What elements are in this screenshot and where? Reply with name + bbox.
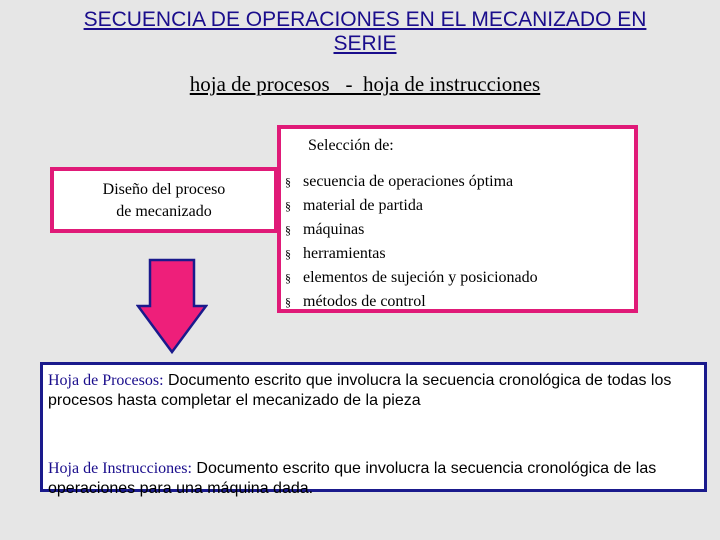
list-item: [285, 194, 538, 218]
list-item-label: herramientas: [303, 245, 386, 262]
list-item: [285, 218, 538, 242]
list-item-label: elementos de sujeción y posicionado: [303, 269, 538, 286]
slide-title: SECUENCIA DE OPERACIONES EN EL MECANIZADO EN SERIE: [83, 8, 647, 55]
selection-list: [285, 170, 538, 314]
bullet-icon: §: [285, 223, 291, 237]
list-item-label: máquinas: [303, 221, 365, 238]
list-item: [285, 170, 538, 194]
hoja-instrucciones-text: Documento escrito que involucra la secuencia cronológica de las operaciones para una máquina dada.: [48, 460, 657, 497]
hoja-procesos-term: Hoja de Procesos:: [48, 372, 164, 389]
selection-heading: Selección de:: [308, 137, 394, 154]
bullet-icon: §: [285, 295, 291, 309]
hoja-procesos-text: Documento escrito que involucra la secuencia cronológica de todas los procesos hasta completar el mecanizado de la pieza: [48, 372, 672, 409]
design-process-box: Diseño del proceso de mecanizado: [50, 167, 278, 233]
hoja-instrucciones-definition: [48, 459, 693, 499]
selection-box: [277, 125, 638, 313]
hoja-procesos-definition: [48, 371, 693, 411]
list-item-label: material de partida: [303, 197, 423, 214]
list-item: [285, 266, 538, 290]
slide-subtitle: hoja de procesos - hoja de instrucciones: [189, 72, 541, 96]
list-item-label: métodos de control: [303, 293, 426, 310]
bullet-icon: §: [285, 247, 291, 261]
hoja-instrucciones-term: Hoja de Instrucciones:: [48, 460, 192, 477]
list-item: [285, 242, 538, 266]
bullet-icon: §: [285, 199, 291, 213]
list-item: [285, 290, 538, 314]
list-item-label: secuencia de operaciones óptima: [303, 173, 514, 190]
down-arrow-icon: [136, 258, 208, 354]
bullet-icon: §: [285, 175, 291, 189]
bullet-icon: §: [285, 271, 291, 285]
definitions-box: [40, 362, 707, 497]
